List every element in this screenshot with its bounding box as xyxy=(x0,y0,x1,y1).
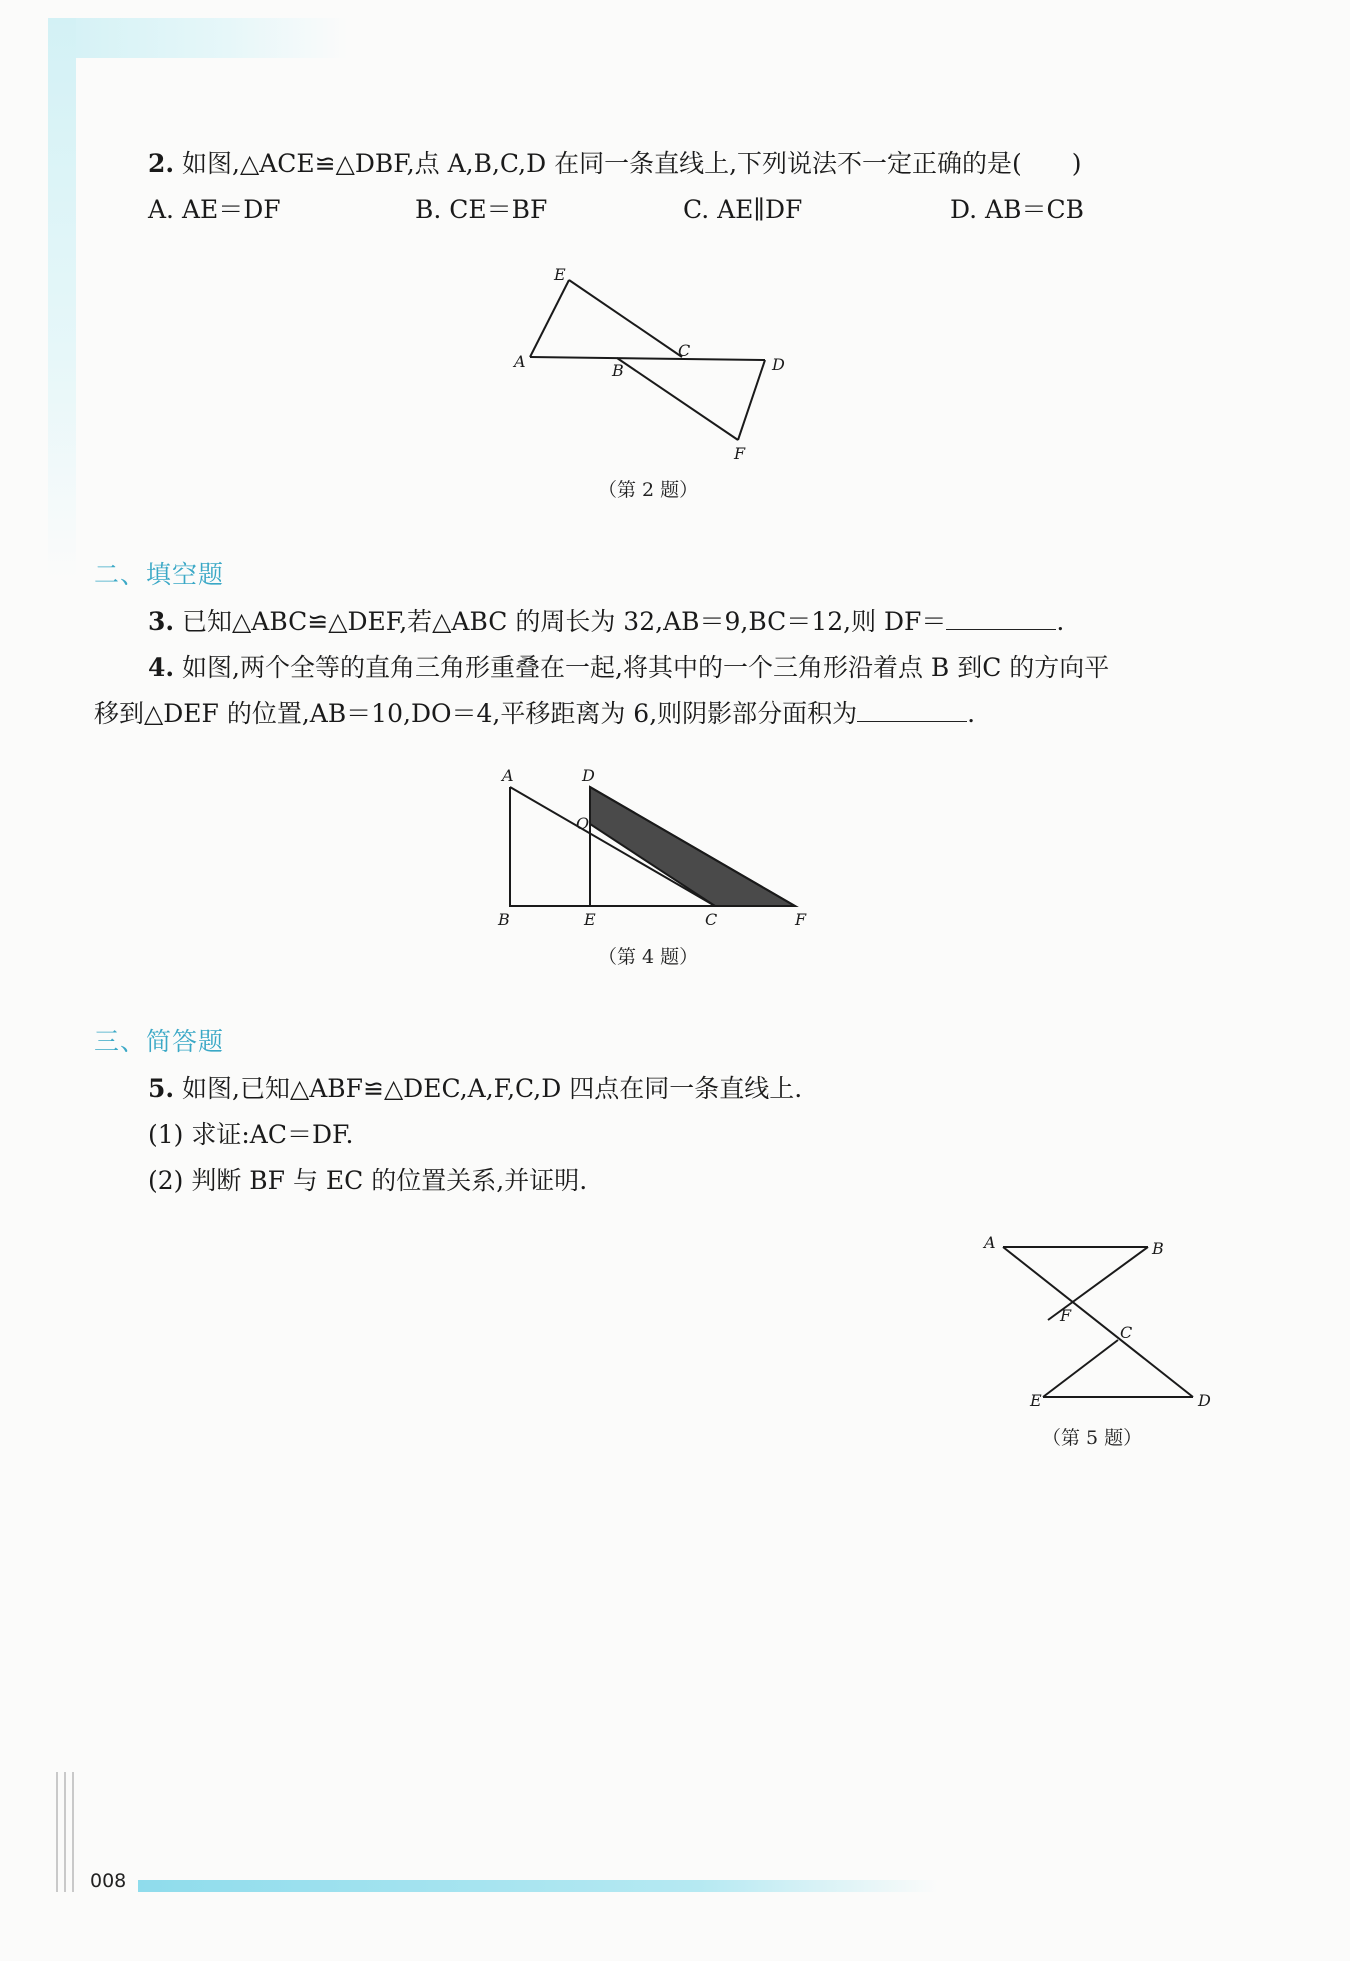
segment-df xyxy=(738,360,765,440)
figure-q2 xyxy=(500,262,820,472)
point-label: E xyxy=(1030,1391,1042,1410)
question-3 xyxy=(148,606,1064,638)
question-4-line1 xyxy=(148,652,1109,684)
point-label: F xyxy=(1060,1306,1072,1325)
segment-bf xyxy=(617,358,738,440)
page-number: 008 xyxy=(90,1870,127,1892)
footer-bar xyxy=(138,1880,938,1892)
point-label: F xyxy=(795,910,807,929)
option-a: A. AE＝DF xyxy=(148,195,281,224)
question-text: 已知△ABC≌△DEF,若△ABC 的周长为 32,AB＝9,BC＝12,则 DF＝ xyxy=(174,607,947,636)
point-label: B xyxy=(1152,1239,1164,1258)
footer-decoration-bars xyxy=(56,1772,86,1892)
figure-q5 xyxy=(978,1225,1218,1415)
point-label: B xyxy=(612,361,624,380)
corner-decoration-top xyxy=(48,18,348,58)
period: . xyxy=(967,699,976,728)
point-label: E xyxy=(554,265,566,284)
point-label: A xyxy=(514,352,526,371)
point-label: D xyxy=(1198,1391,1211,1410)
section-heading-short-answer: 三、简答题 xyxy=(94,1027,225,1056)
question-number: 3. xyxy=(148,607,175,636)
segment-ec xyxy=(1043,1340,1118,1397)
point-label: O xyxy=(576,814,590,833)
period: . xyxy=(1056,607,1065,636)
point-label: F xyxy=(734,444,746,463)
question-text: 如图,两个全等的直角三角形重叠在一起,将其中的一个三角形沿着点 B 到C 的方向平 xyxy=(174,653,1110,682)
corner-decoration-left xyxy=(48,18,76,578)
segment-ae xyxy=(530,280,569,357)
caption-q4: （第 4 题） xyxy=(598,946,699,968)
line-ad xyxy=(530,357,765,360)
answer-blank[interactable] xyxy=(946,607,1056,630)
point-label: C xyxy=(705,910,718,929)
point-label: A xyxy=(984,1233,996,1252)
section-heading-fill-in: 二、填空题 xyxy=(94,560,225,589)
line-ad xyxy=(1003,1247,1193,1397)
question-4-line2 xyxy=(94,698,975,730)
segment-ec xyxy=(569,280,682,357)
caption-q2: （第 2 题） xyxy=(598,479,699,501)
option-c: C. AE∥DF xyxy=(683,195,803,224)
question-text: 移到△DEF 的位置,AB＝10,DO＝4,平移距离为 6,则阴影部分面积为 xyxy=(94,699,858,728)
point-label: A xyxy=(502,766,514,785)
point-label: D xyxy=(772,355,785,374)
question-2 xyxy=(148,148,1082,180)
option-d: D. AB＝CB xyxy=(950,195,1084,224)
figure-q4 xyxy=(490,765,820,935)
question-number: 4. xyxy=(148,653,175,682)
point-label: C xyxy=(1120,1323,1133,1342)
question-number: 2. xyxy=(148,149,175,178)
question-5 xyxy=(148,1073,802,1105)
caption-q5: （第 5 题） xyxy=(1042,1427,1143,1449)
point-label: D xyxy=(582,766,595,785)
point-label: B xyxy=(498,910,510,929)
option-b: B. CE＝BF xyxy=(415,195,548,224)
point-label: C xyxy=(678,341,691,360)
question-number: 5. xyxy=(148,1074,175,1103)
answer-blank[interactable] xyxy=(857,699,967,722)
question-text: 如图,已知△ABF≌△DEC,A,F,C,D 四点在同一条直线上. xyxy=(174,1074,803,1103)
question-5-part-1: (1) 求证:AC＝DF. xyxy=(148,1120,354,1149)
question-text: 如图,△ACE≌△DBF,点 A,B,C,D 在同一条直线上,下列说法不一定正确的是( ) xyxy=(174,149,1082,178)
point-label: E xyxy=(584,910,596,929)
question-5-part-2: (2) 判断 BF 与 EC 的位置关系,并证明. xyxy=(148,1166,588,1195)
